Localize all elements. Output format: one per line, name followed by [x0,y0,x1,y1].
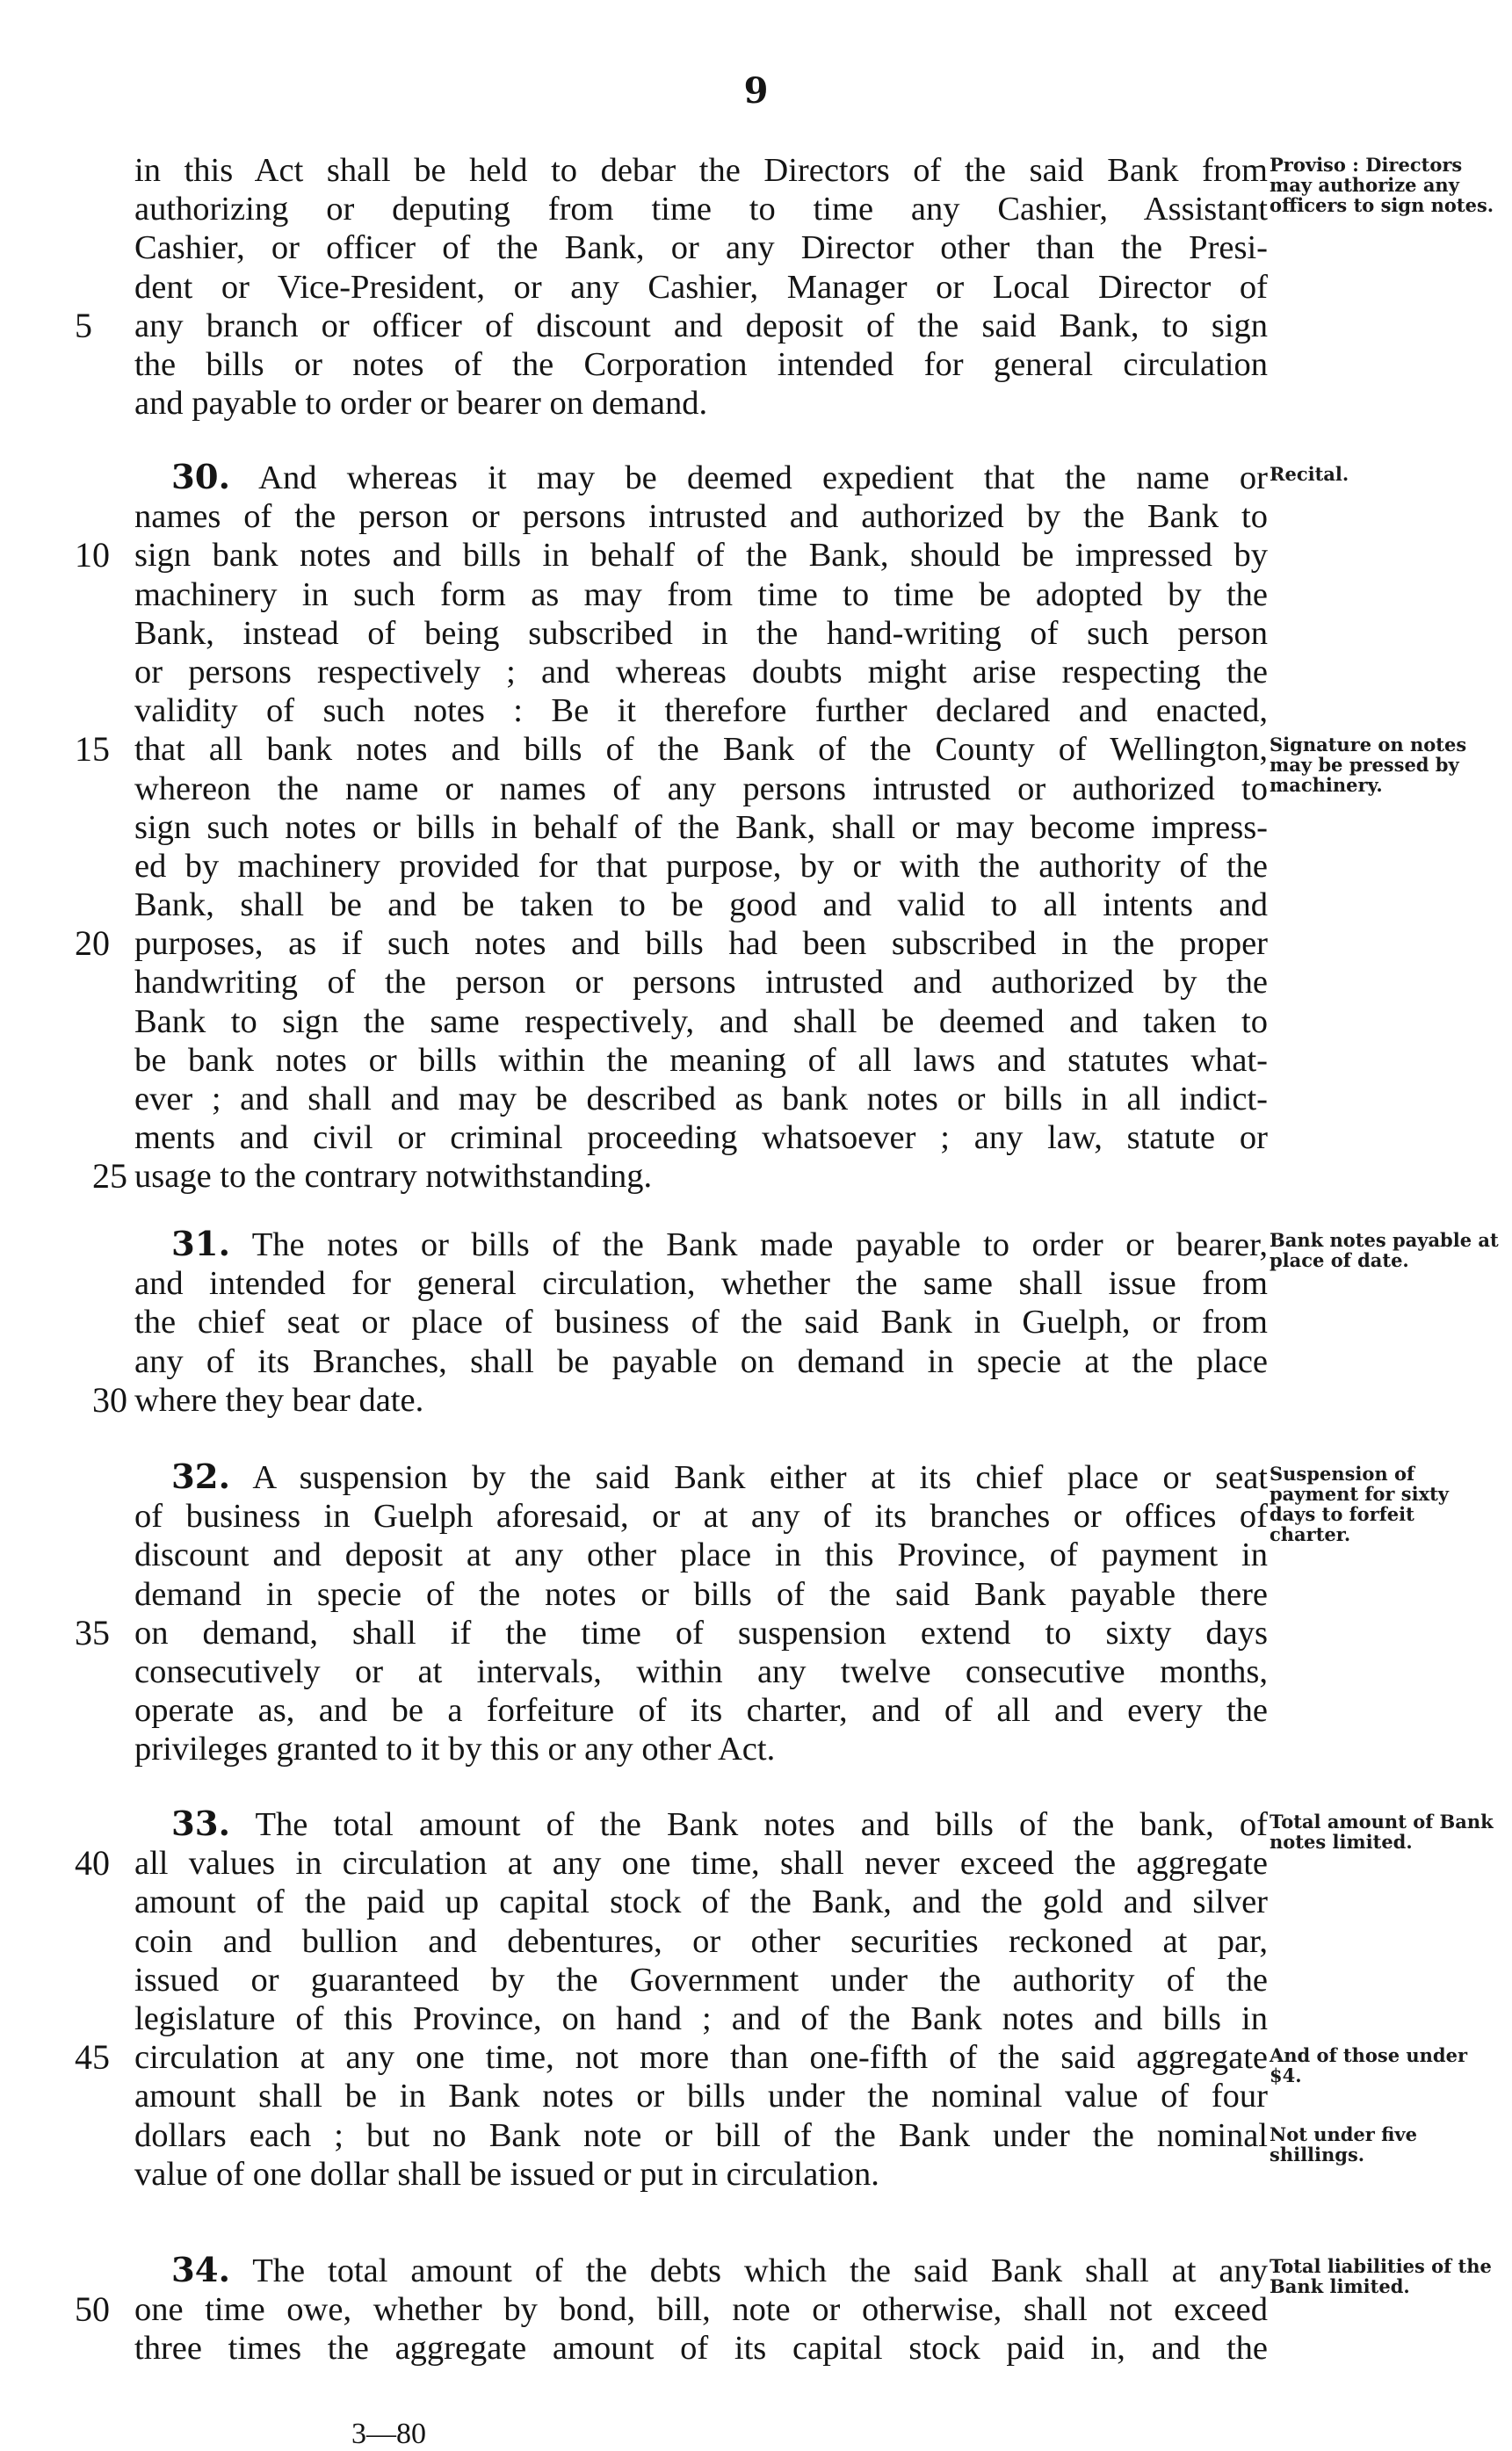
line-number: 10 [75,535,110,575]
text-line: amount shall be in Bank notes or bills under the nominal value of four [134,2078,1268,2115]
text-line: any of its Branches, shall be payable on demand in specie at the place [134,1342,1268,1380]
text-line: the bills or notes of the Corporation intended for general circulation [134,345,1268,383]
text-line: and intended for general circulation, whether the same shall issue from [134,1265,1268,1303]
text-line: dent or Vice-President, or any Cashier, Manager or Local Director of [134,268,1268,306]
text-line: where they bear date. [134,1381,424,1419]
section-number: 30. [171,458,230,497]
margin-note-under-four: And of those under $4. [1270,2044,1468,2086]
text-line: issued or guaranteed by the Government under the authority of the [134,1961,1268,1999]
text-line: handwriting of the person or persons intrusted and authorized by the [134,964,1268,1001]
margin-note-signature: Signature on notes may be pressed by machinery. [1270,734,1467,796]
text-line: that all bank notes and bills of the Bank of the County of Wellington, [134,731,1268,769]
text-line: ments and civil or criminal proceeding whatsoever ; any law, statute or [134,1119,1268,1157]
text-line: authorizing or deputing from time to time any Cashier, Assistant [134,191,1268,228]
text-line: legislature of this Province, on hand ; and of the Bank notes and bills in [134,1999,1268,2037]
text-line: all values in circulation at any one time, shall never exceed the aggregate [134,1845,1268,1883]
text-line: the chief seat or place of business of the said Bank in Guelph, or from [134,1304,1268,1341]
text-line: in this Act shall be held to debar the Directors of the said Bank from [134,152,1268,189]
text-line: one time owe, whether by bond, bill, note or otherwise, shall not exceed [134,2291,1268,2329]
paragraph-continuation [75,151,1268,423]
text-line: Bank, shall be and be taken to be good and valid to all intents and [134,886,1268,924]
margin-note-not-under-five: Not under five shillings. [1270,2123,1417,2165]
line-number: 40 [75,1843,110,1883]
section-30 [75,458,1268,1197]
line-number: 30 [92,1379,127,1420]
margin-note-recital: Recital. [1270,463,1349,485]
text-line: whereon the name or names of any persons intrusted or authorized to [134,770,1268,807]
text-line: privileges granted to it by this or any other Act. [134,1731,776,1768]
text-line: sign such notes or bills in behalf of the Bank, shall or may become impress- [134,808,1268,846]
text-line: coin and bullion and debentures, or other securities reckoned at par, [134,1922,1268,1960]
text-line: ever ; and shall and may be described as bank notes or bills in all indict- [134,1081,1268,1117]
page-number: 9 [743,70,769,112]
text-line: The total amount of the Bank notes and bills of the bank, of [255,1806,1268,1843]
line-number: 15 [75,729,110,770]
text-line: of business in Guelph aforesaid, or at any of its branches or offices of [134,1498,1268,1536]
text-line: or persons respectively ; and whereas doubts might arise respecting the [134,653,1268,690]
text-line: purposes, as if such notes and bills had been subscribed in the proper [134,925,1268,963]
text-line: sign bank notes and bills in behalf of the Bank, should be impressed by [134,537,1268,575]
margin-note-suspension: Suspension of payment for sixty days to forfeit charter. [1270,1463,1449,1545]
text-line: dollars each ; but no Bank note or bill of the Bank under the nominal [134,2116,1268,2154]
line-number: 35 [75,1612,110,1652]
text-line: And whereas it may be deemed expedient that the name or [258,459,1268,496]
text-line: on demand, shall if the time of suspension extend to sixty days [134,1614,1268,1652]
text-line: Bank to sign the same respectively, and shall be deemed and taken to [134,1002,1268,1040]
text-line: amount of the paid up capital stock of the Bank, and the gold and silver [134,1883,1268,1921]
margin-note-total-amount: Total amount of Bank notes limited. [1270,1811,1494,1853]
signature-mark: 3—80 [351,2418,426,2450]
line-number: 20 [75,923,110,964]
text-line: discount and deposit at any other place in this Province, of payment in [134,1536,1268,1574]
line-number: 5 [75,305,92,345]
section-number: 31. [171,1225,230,1264]
section-number: 33. [171,1804,230,1844]
text-line: usage to the contrary notwithstanding. [134,1158,653,1196]
text-line: The notes or bills of the Bank made payable to order or bearer, [251,1226,1268,1263]
text-line: machinery in such form as may from time to time be adopted by the [134,575,1268,613]
line-number: 45 [75,2037,110,2078]
line-number: 25 [92,1156,127,1197]
text-line: A suspension by the said Bank either at its chief place or seat [252,1459,1268,1496]
section-number: 32. [171,1457,230,1497]
text-line: any branch or officer of discount and deposit of the said Bank, to sign [134,307,1268,344]
margin-note-bank-notes-payable: Bank notes payable at place of date. [1270,1229,1499,1271]
margin-note-proviso: Proviso : Directors may authorize any officers to sign notes. [1270,154,1494,216]
text-line: The total amount of the debts which the said Bank shall at any [252,2252,1268,2289]
text-line: consecutively or at intervals, within any twelve consecutive months, [134,1652,1268,1690]
text-line: value of one dollar shall be issued or put in circulation. [134,2155,879,2193]
margin-note-total-liabilities: Total liabilities of the Bank limited. [1270,2255,1492,2297]
text-line: be bank notes or bills within the meaning of all laws and statutes what- [134,1041,1268,1079]
section-34 [75,2251,1268,2368]
text-line: ed by machinery provided for that purpose, by or with the authority of the [134,847,1268,885]
section-number: 34. [171,2251,230,2290]
text-line: three times the aggregate amount of its capital stock paid in, and the [134,2330,1268,2368]
text-line: demand in specie of the notes or bills of the said Bank payable there [134,1575,1268,1613]
section-31 [92,1225,1268,1420]
text-line: operate as, and be a forfeiture of its charter, and of all and every the [134,1692,1268,1730]
text-line: validity of such notes : Be it therefore further declared and enacted, [134,692,1268,730]
section-32 [75,1457,1268,1769]
text-line: Cashier, or officer of the Bank, or any Director other than the Presi- [134,229,1268,267]
text-line: and payable to order or bearer on demand. [134,385,708,423]
text-line: circulation at any one time, not more than one-fifth of the said aggregate [134,2039,1268,2077]
section-33 [75,1804,1268,2194]
line-number: 50 [75,2289,110,2330]
text-line: Bank, instead of being subscribed in the hand-writing of such person [134,614,1268,652]
text-line: names of the person or persons intrusted and authorized by the Bank to [134,498,1268,536]
